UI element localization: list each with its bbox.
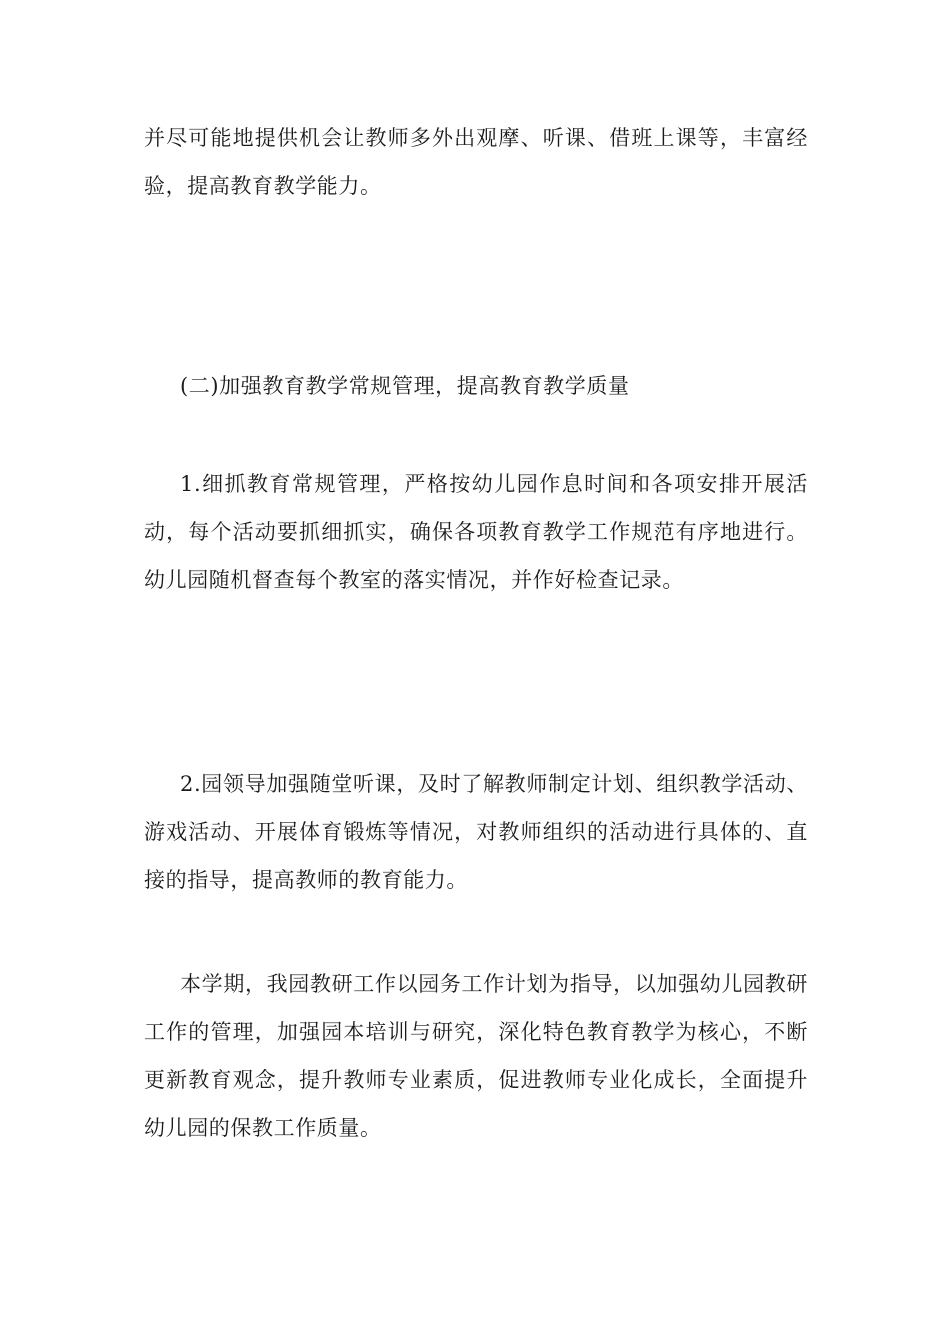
paragraph-summary: 本学期，我园教研工作以园务工作计划为指导，以加强幼儿园教研工作的管理，加强园本培训与研究，深化特色教育教学为核心，不断更新教育观念，提升教师专业素质，促进教师专业化成长，全面提升幼儿园的保教工作质量。 <box>144 972 808 1140</box>
paragraph-item-1: 1.细抓教育常规管理，严格按幼儿园作息时间和各项安排开展活动，每个活动要抓细抓实，确保各项教育教学工作规范有序地进行。幼儿园随机督查每个教室的落实情况，并作好检查记录。 <box>144 472 808 592</box>
section-heading: (二)加强教育教学常规管理，提高教育教学质量 <box>180 374 630 398</box>
paragraph-item-2: 2.园领导加强随堂听课，及时了解教师制定计划、组织教学活动、游戏活动、开展体育锻炼等情况，对教师组织的活动进行具体的、直接的指导，提高教师的教育能力。 <box>144 772 808 892</box>
paragraph-continuation: 并尽可能地提供机会让教师多外出观摩、听课、借班上课等，丰富经验，提高教育教学能力。 <box>144 126 808 198</box>
